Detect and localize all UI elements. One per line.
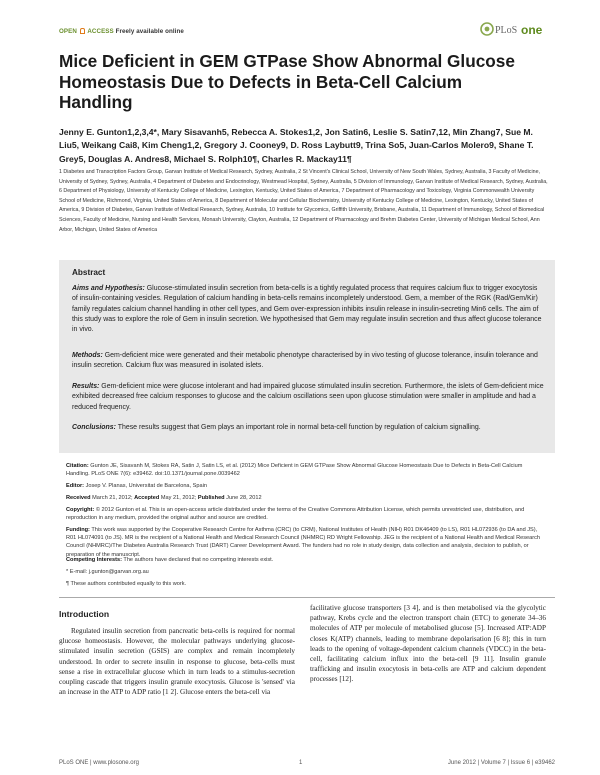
footer-journal-url[interactable]: PLoS ONE | www.plosone.org	[59, 760, 139, 766]
methods-text: Gem-deficient mice were generated and their metabolic phenotype characterised by in vivo testing of glucose tolerance, insulin tolerance and insulin secretion. Calcium flux was measured in isolated islets.	[72, 352, 538, 370]
abstract-methods	[72, 351, 544, 372]
freely-available-label: Freely available online	[115, 28, 184, 35]
affiliations: 1 Diabetes and Transcription Factors Group, Garvan Institute of Medical Research, Sydney, Australia, 2 St Vincent's Clinical School, University of New South Wales, Sydney, Australia, 3 Faculty of Medicine, University of Sydney, Sydney, Australia, 4 Department of Diabetes and Endocrinology, Westmead Hospital, Sydney, Australia, 5 Division of Immunology, Garvan Institute of Medical Research, Sydney, Australia, 6 Department of Physiology, University of Kentucky College of Medicine, Lexington, Kentucky, United States of America, 7 Department of Pharmacology and Toxicology, Virginia Commonwealth University School of Medicine, Richmond, Virginia, United States of America, 8 Department of Molecular and Cellular Biochemistry, University of Kentucky College of Medicine, Lexington, Kentucky, United States of America, 9 Division of Diabetes, Garvan Institute of Medical Research, Sydney, Australia, 10 Institute for Glycomics, Griffith University, Brisbane, Australia, 11 Department of Immunology, School of Biomedical Sciences, Faculty of Medicine, Nursing and Health Services, Monash University, Clayton, Australia, 12 Department of Pharmacology and Brehm Diabetes Center, University of Michigan Medical School, Ann Arbor, Michigan, United States of America	[59, 169, 548, 233]
aims-label: Aims and Hypothesis:	[72, 285, 145, 292]
copyright-text: © 2012 Gunton et al. This is an open-access article distributed under the terms of the Creative Commons Attribution License, which permits unrestricted use, distribution, and reproduction in any medium, provided the original author and source are credited.	[66, 507, 525, 522]
funding-text: This work was supported by the Cooperative Research Centre for Asthma (CRC) (to CRM), National Institutes of Health (NIH) R01 DK46409 (to LS), R01 HL072936 (to DA and JS), R01 HL074091 (to JS). MR is the recipient of a National Health and Medical Research Council (NHMRC) RD Wright Fellowship. JEG is the recipient of a National Health and Medical Research Council (NHMRC)/The Diabetes Australia Research Trust (DART) Career Development Award. The funders had no role in study design, data collection and analysis, decision to publish, or preparation of the manuscript.	[66, 527, 541, 558]
conclusions-text: These results suggest that Gem plays an important role in normal beta-cell function by regulation of calcium signalling.	[115, 424, 481, 431]
open-access-lock-icon	[80, 28, 85, 34]
received-date: March 21, 2012;	[90, 495, 135, 501]
editor-label: Editor:	[66, 483, 85, 489]
citation-label: Citation:	[66, 463, 89, 469]
published-label: Published	[197, 495, 225, 501]
abstract-conclusions	[72, 423, 544, 433]
accepted-date: May 21, 2012;	[159, 495, 198, 501]
logo-one-text: one	[521, 23, 543, 37]
article-title: Mice Deficient in GEM GTPase Show Abnormal Glucose Homeostasis Due to Defects in Beta-Cell Calcium Handling	[59, 51, 515, 112]
abstract-results	[72, 382, 544, 413]
competing-text: The authors have declared that no competing interests exist.	[121, 557, 274, 563]
abstract-heading: Abstract	[72, 268, 106, 277]
abstract-box	[59, 260, 555, 453]
citation-block	[66, 462, 546, 478]
equal-contribution-note: ¶ These authors contributed equally to this work.	[66, 581, 187, 587]
introduction-heading: Introduction	[59, 609, 110, 619]
funding-label: Funding:	[66, 527, 90, 533]
received-label: Received	[66, 495, 91, 501]
footer-page-number: 1	[299, 760, 303, 766]
dates-line	[66, 494, 546, 502]
introduction-left-column: Regulated insulin secretion from pancreatic beta-cells is required for normal glucose homeostasis. However, the molecular pathways underlying glucose-stimulated insulin secretion (GSIS) are complex and remain incompletely understood. In order to secrete insulin in response to glucose, beta-cells must sense a rise in extracellular glucose which in turn leads to a stimulus-secretion coupling cascade that triggers insulin granule exocytosis. Glucose is 'sensed' via an increase in the ATP to ADP ratio [1 2]. Glucose enters the beta-cell via	[59, 627, 295, 697]
open-access-prefix: OPEN	[59, 28, 77, 35]
logo-plos-text: PLoS	[495, 25, 518, 36]
plos-one-logo[interactable]	[480, 22, 560, 40]
results-text: Gem-deficient mice were glucose intolerant and had impaired glucose stimulated insulin secretion. Furthermore, the islets of Gem-deficient mice exhibited decreased free calcium responses to glucose and the calcium oscillations seen upon glucose stimulation were smaller in amplitude and had a reduced frequency.	[72, 383, 544, 411]
funding-block	[66, 526, 546, 559]
page-footer	[59, 760, 555, 772]
copyright-block	[66, 506, 546, 522]
editor-line	[66, 482, 546, 490]
copyright-label: Copyright:	[66, 507, 95, 513]
open-access-suffix: ACCESS	[87, 28, 114, 35]
editor-text: Josep V. Planas, Universitat de Barcelona, Spain	[84, 483, 207, 489]
contact-email[interactable]: * E-mail: j.gunton@garvan.org.au	[66, 569, 149, 575]
citation-text: Gunton JE, Sisavanh M, Stokes RA, Satin J, Satin LS, et al. (2012) Mice Deficient in GEM GTPase Show Abnormal Glucose Homeostasis Due to Defects in Beta-Cell Calcium Handling. PLoS ONE 7(6): e39462. doi:10.1371/journal.pone.0039462	[66, 463, 523, 478]
footer-issue-info: June 2012 | Volume 7 | Issue 6 | e39462	[447, 760, 555, 766]
conclusions-label: Conclusions:	[72, 424, 116, 431]
aims-text: Glucose-stimulated insulin secretion from beta-cells is a tightly regulated process that requires calcium flux to trigger exocytosis of insulin-containing vesicles. Regulation of calcium handling in beta-cells remains incompletely understood. Gem, a member of the RGK (Rad/Gem/Kir) family regulates calcium channel handling in other cell types, and Gem over-expression inhibits insulin release in insulin-secreting Min6 cells. The aim of this study was to explore the role of Gem in insulin secretion. We hypothesised that Gem may regulate insulin secretion and thus affect glucose tolerance in vivo.	[72, 285, 542, 334]
abstract-aims	[72, 284, 544, 335]
accepted-label: Accepted	[134, 495, 160, 501]
competing-interests	[66, 556, 546, 564]
plos-logo-icon	[480, 22, 494, 36]
section-divider	[59, 597, 555, 598]
methods-label: Methods:	[72, 352, 103, 359]
competing-label: Competing Interests:	[66, 557, 122, 563]
results-label: Results:	[72, 383, 100, 390]
author-list: Jenny E. Gunton1,2,3,4*, Mary Sisavanh5, Rebecca A. Stokes1,2, Jon Satin6, Leslie S. Satin7,12, Min Zhang7, Sue M. Liu5, Weikang Cai8, Kim Cheng1,2, Gregory J. Cooney9, D. Ross Laybutt9, Trina So5, Juan-Carlos Molero9, Shane T. Grey5, Douglas A. Andres8, Michael S. Rolph10¶, Charles R. Mackay11¶	[59, 127, 534, 164]
introduction-right-column: facilitative glucose transporters [3 4], and is then metabolised via the glycolytic pathway, Krebs cycle and the electron transport chain (ETC) to generate 34–36 molecules of ATP per molecule of metabolised glucose [5]. Increased ATP:ADP closes K(ATP) channels, leading to membrane depolarisation [6 8]; this in turn leads to the opening of voltage-dependent calcium channels (VDCC) in the beta-cell, facilitating calcium influx into the beta-cell [9 11]. Insulin granule trafficking and insulin exocytosis in beta-cells are ATP and calcium dependent processes [12].	[310, 604, 546, 684]
published-date: June 28, 2012	[224, 495, 262, 501]
open-access-banner	[59, 28, 184, 35]
